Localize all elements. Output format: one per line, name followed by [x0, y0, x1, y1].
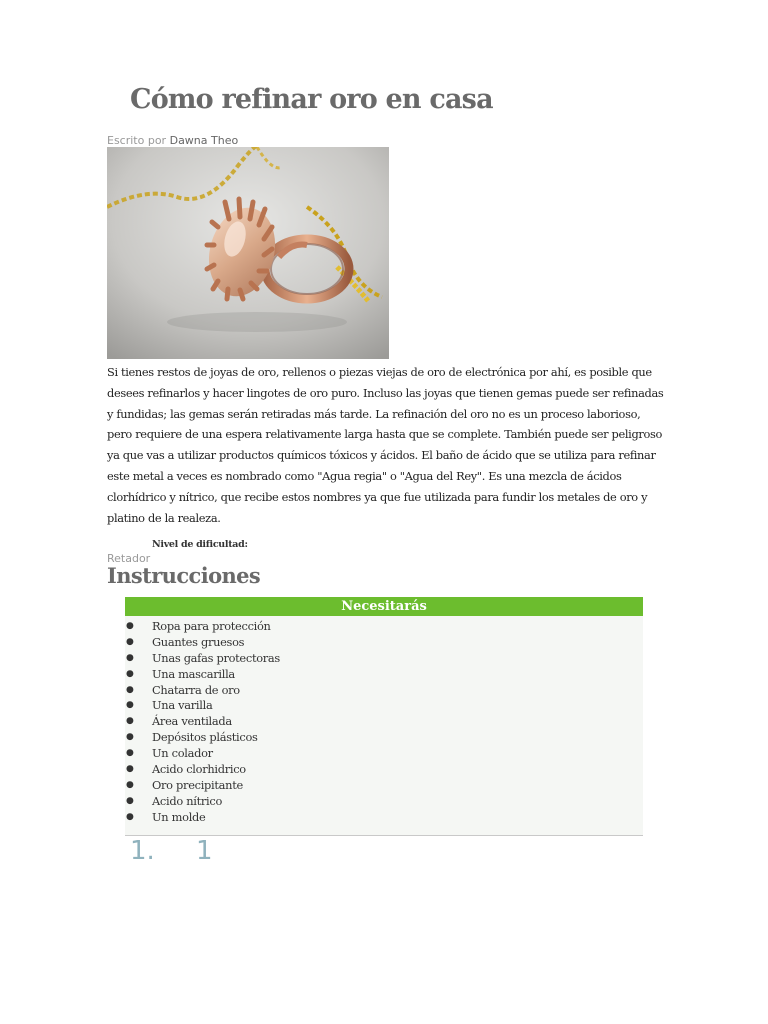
- list-item: [125, 635, 643, 651]
- step-number: 1.: [130, 836, 155, 866]
- bullet-icon: ●: [126, 764, 134, 775]
- list-item: [125, 683, 643, 699]
- list-item: [125, 778, 643, 794]
- list-item: [125, 667, 643, 683]
- byline-prefix: Escrito por: [107, 134, 167, 147]
- list-item-label: Área ventilada: [152, 714, 232, 729]
- bullet-icon: ●: [126, 636, 134, 647]
- list-item-label: Depósitos plásticos: [152, 730, 258, 745]
- bullet-icon: ●: [126, 748, 134, 759]
- bullet-icon: ●: [126, 779, 134, 790]
- supplies-list: [125, 616, 643, 826]
- list-item-label: Un molde: [152, 809, 206, 824]
- bullet-icon: ●: [126, 621, 134, 631]
- list-item: [125, 810, 643, 826]
- list-item: [125, 651, 643, 667]
- byline: [107, 134, 238, 147]
- author-name[interactable]: Dawna Theo: [169, 134, 239, 147]
- bullet-icon: ●: [126, 732, 134, 743]
- list-item: [125, 794, 643, 810]
- list-item: [125, 619, 643, 635]
- bullet-icon: ●: [126, 652, 134, 663]
- list-item-label: Oro precipitante: [152, 777, 243, 792]
- article-title: Cómo refinar oro en casa: [130, 84, 493, 115]
- supplies-header: Necesitarás: [125, 597, 643, 616]
- list-item: [125, 746, 643, 762]
- gold-ring-illustration: [107, 147, 389, 359]
- bullet-icon: ●: [126, 700, 134, 711]
- difficulty-label: Nivel de dificultad:: [152, 539, 248, 550]
- bullet-icon: ●: [126, 795, 134, 806]
- gold-ring-photo: [107, 147, 389, 359]
- bullet-icon: ●: [126, 716, 134, 727]
- bullet-icon: ●: [126, 668, 134, 679]
- list-item-label: Ropa para protección: [152, 619, 271, 633]
- list-item: [125, 762, 643, 778]
- bullet-icon: ●: [126, 811, 134, 822]
- list-item: [125, 730, 643, 746]
- list-item-label: Unas gafas protectoras: [152, 650, 280, 665]
- difficulty-value: Retador: [107, 552, 151, 565]
- instructions-heading: Instrucciones: [107, 563, 261, 588]
- list-item-label: Acido nítrico: [152, 793, 223, 808]
- intro-paragraph: Si tienes restos de joyas de oro, rellenos o piezas viejas de oro de electrónica por ahí, es posible que desees refinarlos y hacer lingotes de oro puro. Incluso las joyas que tienen gemas puede ser refinadas y fundidas; las gemas serán retiradas más tarde. La refinación del oro no es un proceso laborioso, pero requiere de una espera relativamente larga hasta que se complete. También puede ser peligroso ya que vas a utilizar productos químicos tóxicos y ácidos. El baño de ácido que se utiliza para refinar este metal a veces es nombrado como "Agua regia" o "Agua del Rey". Es una mezcla de ácidos clorhídrico y nítrico, que recibe estos nombres ya que fue utilizada para fundir los metales de oro y platino de la realeza.: [107, 365, 664, 525]
- supplies-box: [125, 597, 643, 836]
- list-item-label: Acido clorhidrico: [152, 762, 246, 777]
- list-item-label: Guantes gruesos: [152, 634, 245, 649]
- step-value: 1: [196, 836, 213, 866]
- list-item-label: Un colador: [152, 746, 213, 761]
- list-item-label: Una varilla: [152, 698, 213, 713]
- bullet-icon: ●: [126, 684, 134, 695]
- list-item-label: Una mascarilla: [152, 666, 235, 681]
- list-item: [125, 698, 643, 714]
- list-item: [125, 714, 643, 730]
- list-item-label: Chatarra de oro: [152, 682, 240, 697]
